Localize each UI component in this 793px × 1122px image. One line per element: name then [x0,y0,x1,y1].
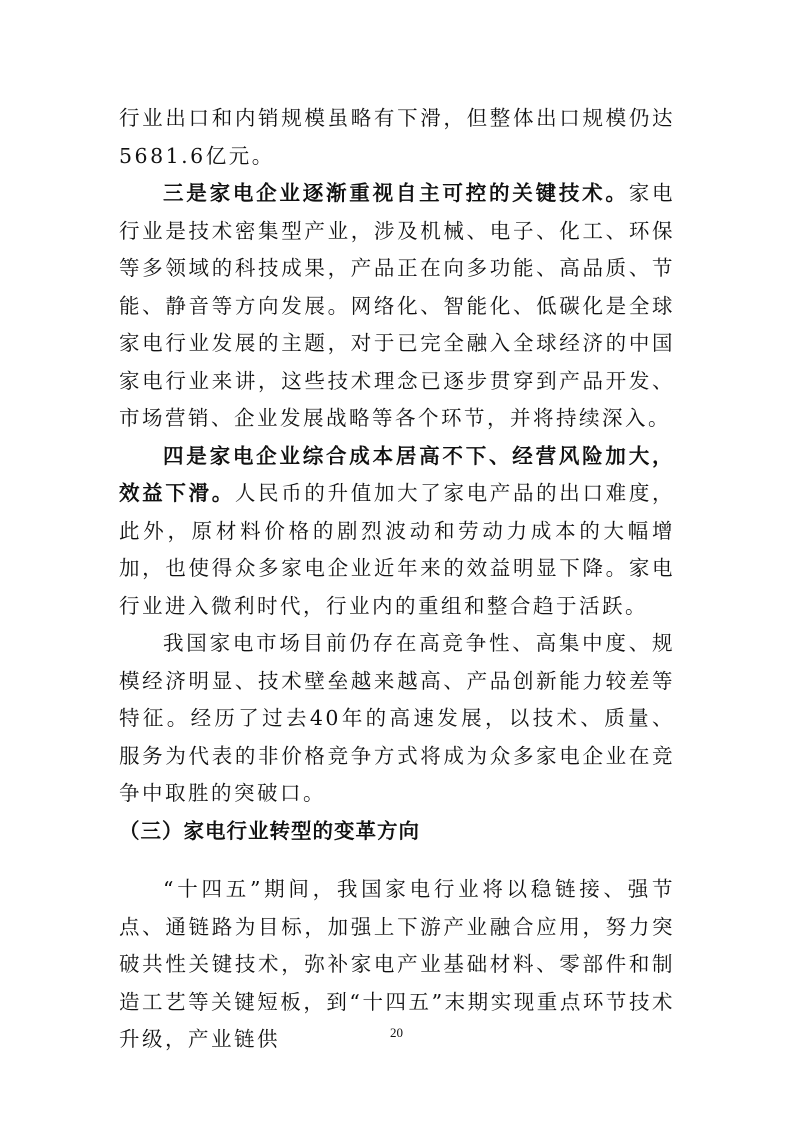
paragraph-cost-risk [119,438,675,626]
paragraph-key-technology [119,175,675,438]
section-heading: （三）家电行业转型的变革方向 [119,818,420,843]
page-number: 20 [390,1025,403,1040]
paragraph-lead-bold: 三是家电企业逐渐重视自主可控的关键技术。 [163,181,629,205]
paragraph-text: 家电行业是技术密集型产业，涉及机械、电子、化工、环保等多领域的科技成果，产品正在向多功能、高品质、节能、静音等方向发展。网络化、智能化、低碳化是全球家电行业发展的主题，对于已完全融入全球经济的中国家电行业来讲，这些技术理念已逐步贯穿到产品开发、市场营销、企业发展战略等各个环节，并将持续深入。 [119,181,676,430]
paragraph-market-features: 我国家电市场目前仍存在高竞争性、高集中度、规模经济明显、技术壁垒越来越高、产品创新能力较差等特征。经历了过去40年的高速发展，以技术、质量、服务为代表的非价格竞争方式将成为众多家电企业在竞争中取胜的突破口。 [119,631,675,805]
paragraph-text: 人民币的升值加大了家电产品的出口难度，此外，原材料价格的剧烈波动和劳动力成本的大幅增加，也使得众多家电企业近年来的效益明显下降。家电行业进入微利时代，行业内的重组和整合趋于活跃。 [119,481,676,618]
paragraph-14th-five-year: “十四五”期间，我国家电行业将以稳链接、强节点、通链路为目标，加强上下游产业融合应用，努力突破共性关键技术，弥补家电产业基础材料、零部件和制造工艺等关键短板，到“十四五”末期实现重点环节技术升级，产业链供 [119,877,675,1051]
document-body [119,100,675,1059]
heading-spacer [119,850,675,871]
paragraph-export-scale: 行业出口和内销规模虽略有下滑，但整体出口规模仍达5681.6亿元。 [119,106,675,168]
paragraph-lead-bold: 四是家电企业综合成本居高不下、经营风险加大，效益下滑。 [119,443,675,505]
